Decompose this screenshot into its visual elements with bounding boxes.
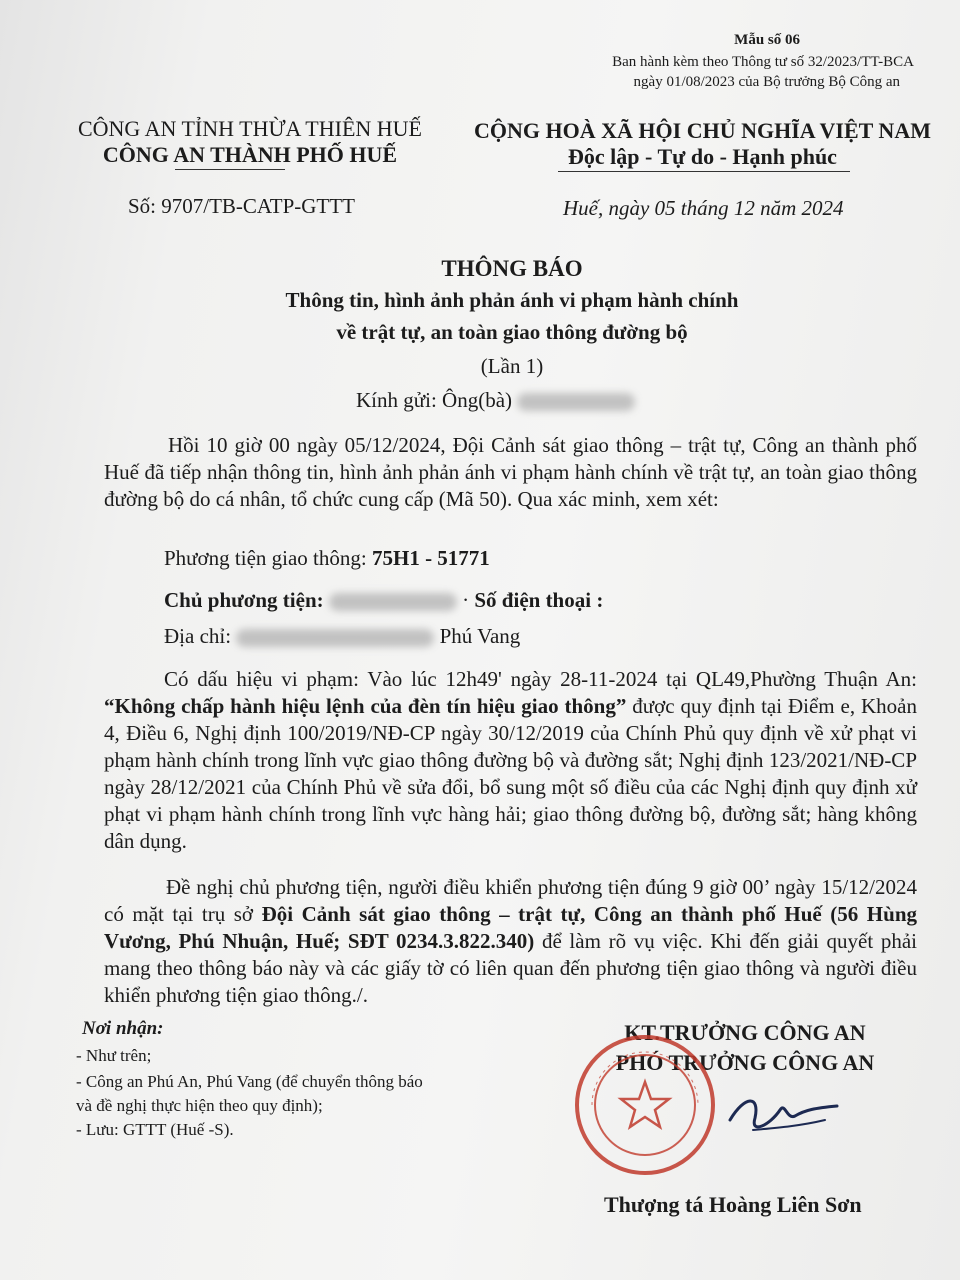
document-subtitle-2: về trật tự, an toàn giao thông đường bộ: [336, 320, 688, 344]
official-seal: [570, 1030, 720, 1180]
redacted-recipient: [517, 393, 635, 411]
intro-paragraph: Hồi 10 giờ 00 ngày 05/12/2024, Đội Cảnh sát giao thông – trật tự, Công an thành phố Huế đã tiếp nhận thông tin, hình ảnh phản ánh vi phạm hành chính về trật tự, an toàn giao thông đường bộ do cá nhân, tổ chức cung cấp (Mã 50). Qua xác minh, xem xét:: [104, 433, 917, 511]
vehicle-plate: 75H1 - 51771: [371, 546, 490, 570]
address-value: Phú Vang: [439, 624, 521, 648]
address-line: [164, 624, 520, 649]
recipient-item-1: - Như trên;: [76, 1046, 152, 1065]
signature-title-1: KT.TRƯỞNG CÔNG AN: [624, 1020, 866, 1045]
handwritten-signature: [725, 1090, 845, 1140]
document-title: THÔNG BÁO: [441, 256, 583, 281]
nation-motto: Độc lập - Tự do - Hạnh phúc: [568, 144, 837, 169]
request-paragraph: [104, 874, 917, 1009]
violation-lead: Có dấu hiệu vi phạm: Vào lúc 12h49' ngày 28-11-2024 tại QL49,Phường Thuận An:: [164, 667, 917, 691]
form-reference-line-2: ngày 01/08/2023 của Bộ trưởng Bộ Công an: [633, 74, 900, 90]
agency-underline: [175, 169, 285, 170]
violation-paragraph: [104, 666, 917, 855]
redacted-owner: [329, 593, 457, 611]
nation-title: CỘNG HOÀ XÃ HỘI CHỦ NGHĨA VIỆT NAM: [474, 118, 931, 143]
form-number: Mẫu số 06: [734, 32, 800, 48]
document-times: (Lần 1): [480, 354, 544, 378]
request-lead: Đề nghị chủ phương tiện, người điều khiển phương tiện đúng 9 giờ 00’ ngày 15/12/2024 có mặt tại trụ sở: [104, 875, 917, 926]
agency-name: CÔNG AN THÀNH PHỐ HUẾ: [102, 142, 398, 167]
greeting: [356, 388, 635, 413]
place-date: Huế, ngày 05 tháng 12 năm 2024: [563, 196, 844, 220]
address-label: Địa chỉ:: [164, 624, 237, 648]
greeting-label: Kính gửi: Ông(bà): [356, 388, 518, 412]
recipient-item-2a: - Công an Phú An, Phú Vang (để chuyển thông báo: [76, 1072, 423, 1091]
redacted-address: [236, 629, 434, 647]
document-subtitle-1: Thông tin, hình ảnh phản ánh vi phạm hành chính: [285, 288, 739, 312]
document-number: Số: 9707/TB-CATP-GTTT: [128, 194, 355, 218]
phone-label: Số điện thoại :: [474, 588, 604, 612]
agency-parent: CÔNG AN TỈNH THỪA THIÊN HUẾ: [77, 116, 422, 141]
vehicle-line: [164, 546, 490, 571]
form-reference-line-1: Ban hành kèm theo Thông tư số 32/2023/TT-BCA: [612, 54, 914, 70]
motto-underline: [558, 171, 850, 172]
owner-label: Chủ phương tiện:: [164, 588, 329, 612]
owner-line: Chủ phương tiện: · Số điện thoại :: [164, 588, 604, 612]
recipient-item-2b: và đề nghị thực hiện theo quy định);: [76, 1096, 323, 1115]
signer-name: Thượng tá Hoàng Liên Sơn: [604, 1192, 862, 1217]
vehicle-label: Phương tiện giao thông:: [164, 546, 372, 570]
request-rest: để làm rõ vụ việc. Khi đến giải quyết phải mang theo thông báo này và các giấy tờ có liên quan đến phương tiện giao thông và người điều khiển phương tiện giao thông./.: [104, 929, 917, 1007]
request-place: Đội Cảnh sát giao thông – trật tự, Công an thành phố Huế (56 Hùng Vương, Phú Nhuận, Huế; SĐT 0234.3.822.340): [104, 902, 918, 953]
violation-legal-basis: được quy định tại Điểm e, Khoản 4, Điều 6, Nghị định 100/2019/NĐ-CP ngày 30/12/2019 của Chính Phủ quy định về xử phạt vi phạm hành chính trong lĩnh vực giao thông đường bộ và đường sắt; Nghị định 123/2021/NĐ-CP ngày 28/12/2021 của Chính Phủ về sửa đổi, bổ sung một số điều của các Nghị định quy định xử phạt vi phạm hành chính trong lĩnh vực hàng hải; giao thông đường bộ, đường sắt; hàng không dân dụng.: [104, 694, 917, 853]
violation-name: “Không chấp hành hiệu lệnh của đèn tín hiệu giao thông”: [104, 694, 627, 718]
recipients-heading: Nơi nhận:: [82, 1018, 164, 1039]
recipient-item-3: - Lưu: GTTT (Huế -S).: [76, 1120, 234, 1139]
signature-title-2: PHÓ TRƯỞNG CÔNG AN: [615, 1050, 875, 1075]
